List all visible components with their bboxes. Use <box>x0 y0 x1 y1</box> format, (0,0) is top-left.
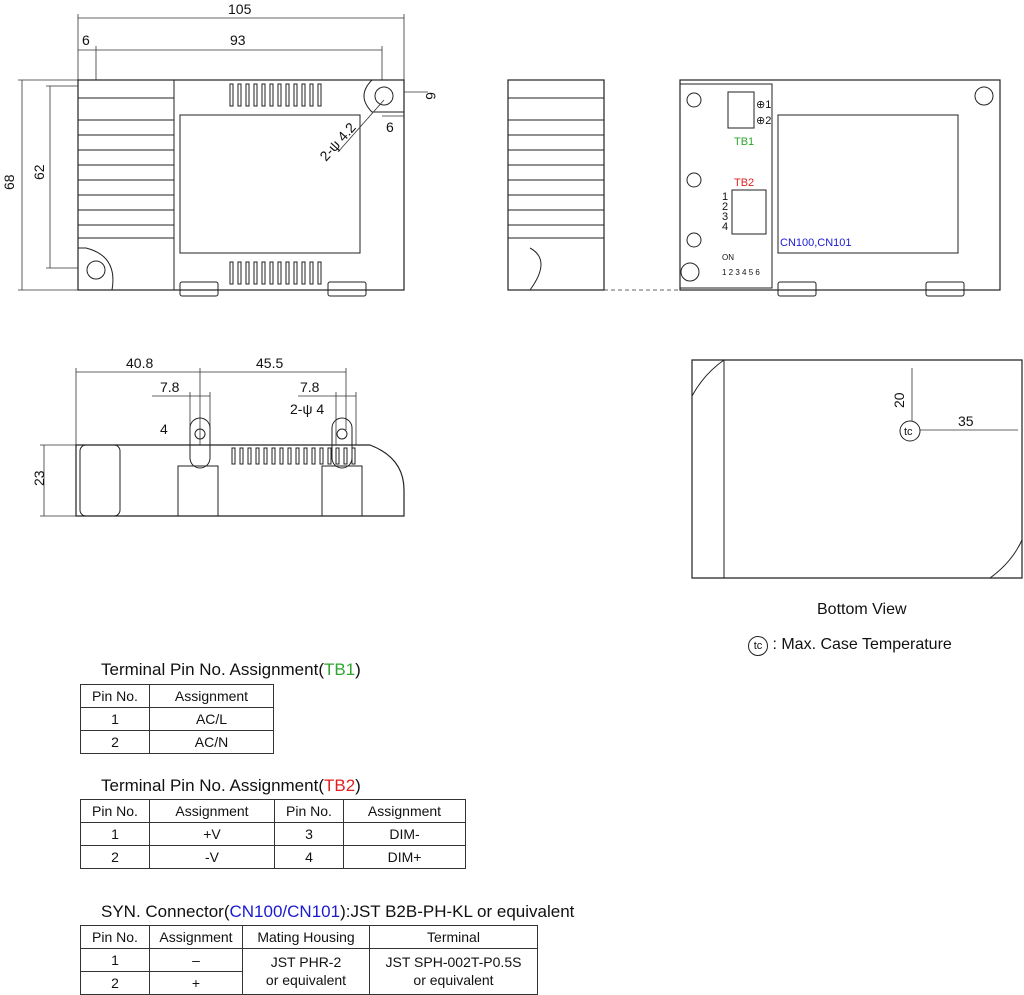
tc-marker: tc <box>904 426 913 438</box>
dim-7-8-b: 7.8 <box>300 379 320 395</box>
bottom-view <box>692 360 1022 578</box>
dim-40-8: 40.8 <box>126 355 154 371</box>
cn-label: CN100,CN101 <box>780 237 852 249</box>
table1-title: Terminal Pin No. Assignment(TB1) <box>101 660 361 679</box>
tb1-pin1: ⊕1 <box>756 99 772 111</box>
table2-title: Terminal Pin No. Assignment(TB2) <box>101 776 361 795</box>
dim-hole-dia: 2-ψ 4.2 <box>316 119 359 165</box>
tb2-pin2: 2 <box>722 201 729 213</box>
dip-numbers: 1 2 3 4 5 6 <box>722 268 760 277</box>
table2: Pin No. Assignment Pin No. Assignment 1 +V 3 DIM- 2 -V 4 DIM+ <box>80 799 466 869</box>
dim-6-hole-v: 6 <box>423 92 439 100</box>
dim-7-8-a: 7.8 <box>160 379 180 395</box>
table1: Pin No. Assignment 1 AC/L 2 AC/N <box>80 684 274 754</box>
dim-105: 105 <box>228 1 252 17</box>
tc-legend <box>748 636 952 656</box>
tb2-label: TB2 <box>734 177 755 189</box>
tb1-label: TB1 <box>734 136 755 148</box>
dim-62: 62 <box>31 164 47 180</box>
terminal-view <box>508 80 1000 296</box>
dip-on: ON <box>722 253 734 262</box>
dim-4: 4 <box>160 421 168 437</box>
tc-icon: tc <box>748 636 768 656</box>
table3: Pin No. Assignment Mating Housing Terminal 1 – JST PHR-2 or equivalent JST SPH-002T-P0.5S or equivalent 2 + <box>80 925 538 995</box>
tb2-pin4: 4 <box>722 221 729 233</box>
dim-23: 23 <box>31 470 47 486</box>
front-view <box>31 355 404 516</box>
dim-93: 93 <box>230 32 246 48</box>
dim-20: 20 <box>891 392 907 408</box>
dim-side-hole: 2-ψ 4 <box>290 401 325 417</box>
tc-note: : Max. Case Temperature <box>772 636 952 653</box>
bottom-view-label: Bottom View <box>817 601 907 618</box>
tb2-pin3: 3 <box>722 211 729 223</box>
dim-45-5: 45.5 <box>256 355 284 371</box>
top-view <box>1 1 439 296</box>
dim-6-left: 6 <box>82 32 90 48</box>
dim-35: 35 <box>958 413 974 429</box>
tb1-pin2: ⊕2 <box>756 115 772 127</box>
dim-6-hole-h: 6 <box>386 119 394 135</box>
tb2-pin1: 1 <box>722 191 729 203</box>
table3-title: SYN. Connector(CN100/CN101):JST B2B-PH-KL or equivalent <box>101 902 575 921</box>
dim-68: 68 <box>1 174 17 190</box>
